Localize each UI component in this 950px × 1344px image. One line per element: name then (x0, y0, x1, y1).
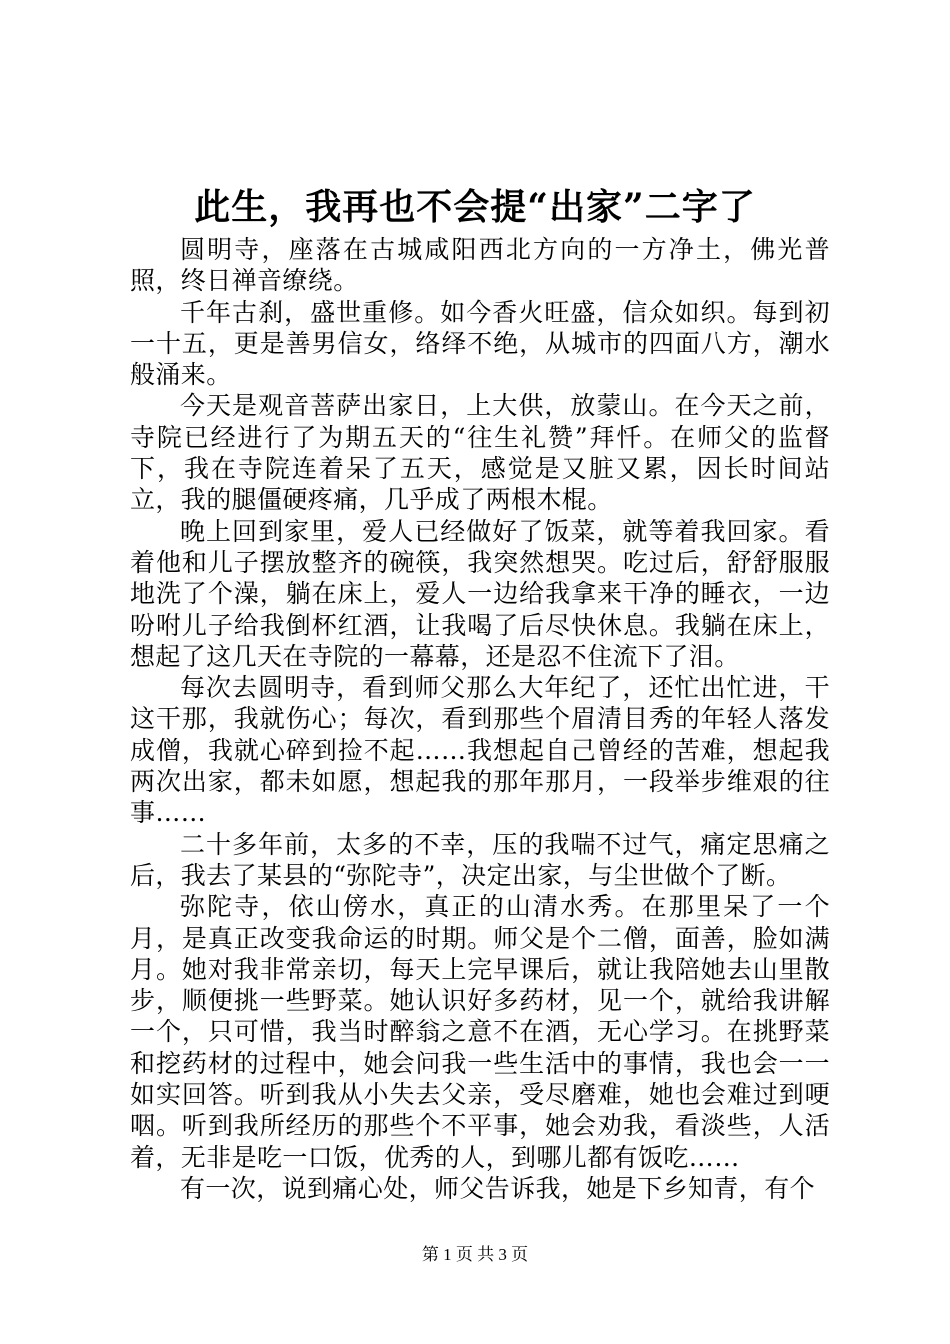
paragraph-4: 晚上回到家里，爱人已经做好了饭菜，就等着我回家。看着他和儿子摆放整齐的碗筷，我突然想哭。吃过后，舒舒服服地洗了个澡，躺在床上，爱人一边给我拿来干净的睡衣，一边吩咐儿子给我倒杯红酒，让我喝了后尽快休息。我躺在床上，想起了这几天在寺院的一幕幕，还是忍不住流下了泪。 (130, 516, 830, 671)
paragraph-7: 弥陀寺，依山傍水，真正的山清水秀。在那里呆了一个月，是真正改变我命运的时期。师父是个二僧，面善，脸如满月。她对我非常亲切，每天上完早课后，就让我陪她去山里散步，顺便挑一些野菜。她认识好多药材，见一个，就给我讲解一个，只可惜，我当时醉翁之意不在酒，无心学习。在挑野菜和挖药材的过程中，她会问我一些生活中的事情，我也会一一如实回答。听到我从小失去父亲，受尽磨难，她也会难过到哽咽。听到我所经历的那些个不平事，她会劝我，看淡些，人活着，无非是吃一口饭，优秀的人，到哪儿都有饭吃…… (130, 892, 830, 1172)
paragraph-3: 今天是观音菩萨出家日，上大供，放蒙山。在今天之前，寺院已经进行了为期五天的“往生礼赞”拜忏。在师父的监督下，我在寺院连着呆了五天，感觉是又脏又累，因长时间站立，我的腿僵硬疼痛，几乎成了两根木棍。 (130, 391, 830, 515)
paragraph-1: 圆明寺，座落在古城咸阳西北方向的一方净土，佛光普照，终日禅音缭绕。 (130, 235, 830, 296)
document-body (130, 234, 830, 1204)
page-footer: 第 1 页 共 3 页 (421, 1245, 529, 1264)
paragraph-6: 二十多年前，太多的不幸，压的我喘不过气，痛定思痛之后，我去了某县的“弥陀寺”，决定出家，与尘世做个了断。 (130, 829, 830, 890)
document-title: 此生，我再也不会提“出家”二字了 (194, 186, 756, 228)
paragraph-2: 千年古刹，盛世重修。如今香火旺盛，信众如织。每到初一十五，更是善男信女，络绎不绝，从城市的四面八方，潮水般涌来。 (130, 297, 830, 390)
paragraph-8: 有一次，说到痛心处，师父告诉我，她是下乡知青，有个 (180, 1173, 816, 1203)
paragraph-5: 每次去圆明寺，看到师父那么大年纪了，还忙出忙进，干这干那，我就伤心；每次，看到那些个眉清目秀的年轻人落发成僧，我就心碎到捡不起……我想起自己曾经的苦难，想起我两次出家，都未如愿，想起我的那年那月，一段举步维艰的往事…… (130, 673, 830, 828)
